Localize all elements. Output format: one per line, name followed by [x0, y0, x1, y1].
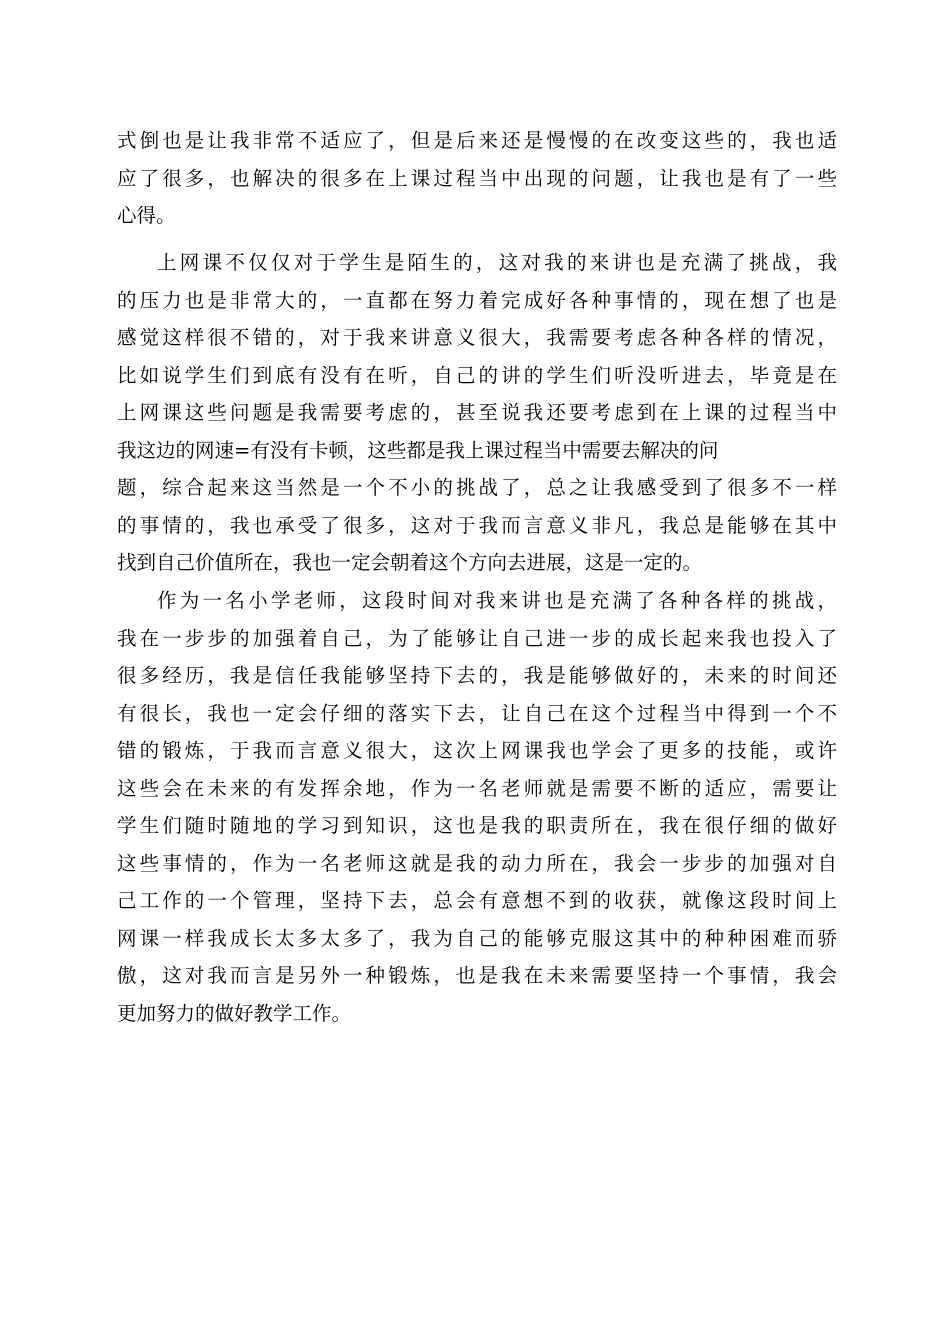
paragraph-line: 学生们随时随地的学习到知识，这也是我的职责所在，我在很仔细的做好 [117, 814, 837, 837]
paragraph-3 [117, 582, 837, 1032]
paragraph-line: 有很长，我也一定会仔细的落实下去，让自己在这个过程当中得到一个不 [117, 701, 837, 725]
paragraph-line: 式倒也是让我非常不适应了，但是后来还是慢慢的在改变这些的，我也适 [117, 129, 837, 152]
paragraph-line: 我这边的网速=有没有卡顿，这些都是我上课过程当中需要去解决的问 [117, 438, 719, 462]
paragraph-line: 上网课这些问题是我需要考虑的，甚至说我还要考虑到在上课的过程当中 [117, 401, 837, 424]
paragraph-line: 的事情的，我也承受了很多，这对于我而言意义非凡，我总是能够在其中 [117, 513, 837, 537]
paragraph-line: 这些会在未来的有发挥余地，作为一名老师就是需要不断的适应，需要让 [117, 776, 837, 800]
paragraph-line: 心得。 [117, 204, 176, 227]
paragraph-line: 比如说学生们到底有没有在听，自己的讲的学生们听没听进去，毕竟是在 [117, 363, 837, 387]
paragraph-line: 很多经历，我是信任我能够坚持下去的，我是能够做好的，未来的时间还 [117, 664, 837, 687]
paragraph-line: 的压力也是非常大的，一直都在努力着完成好各种事情的，现在想了也是 [117, 288, 837, 312]
paragraph-1 [117, 122, 837, 235]
paragraph-line: 找到自己价值所在，我也一定会朝着这个方向去进展，这是一定的。 [117, 551, 703, 574]
paragraph-line: 傲，这对我而言是另外一种锻炼，也是我在未来需要坚持一个事情，我会 [117, 964, 837, 987]
paragraph-line: 网课一样我成长太多太多了，我为自己的能够克服这其中的种种困难而骄 [117, 926, 837, 950]
paragraph-line: 我在一步步的加强着自己，为了能够让自己进一步的成长起来我也投入了 [117, 626, 837, 650]
paragraph-line: 错的锻炼，于我而言意义很大，这次上网课我也学会了更多的技能，或许 [117, 739, 837, 762]
paragraph-line: 这些事情的，作为一名老师这就是我的动力所在，我会一步步的加强对自 [117, 851, 837, 875]
paragraph-line: 题，综合起来这当然是一个不小的挑战了，总之让我感受到了很多不一样 [117, 476, 837, 499]
paragraph-line: 己工作的一个管理，坚持下去，总会有意想不到的收获，就像这段时间上 [117, 889, 837, 912]
paragraph-line: 应了很多，也解决的很多在上课过程当中出现的问题，让我也是有了一些 [117, 166, 837, 190]
paragraph-line: 上网课不仅仅对于学生是陌生的，这对我的来讲也是充满了挑战，我 [157, 251, 837, 274]
paragraph-2 [117, 244, 837, 582]
paragraph-line: 作为一名小学老师，这段时间对我来讲也是充满了各种各样的挑战， [157, 589, 837, 612]
paragraph-line: 感觉这样很不错的，对于我来讲意义很大，我需要考虑各种各样的情况， [117, 326, 837, 349]
paragraph-line: 更加努力的做好教学工作。 [117, 1001, 352, 1025]
